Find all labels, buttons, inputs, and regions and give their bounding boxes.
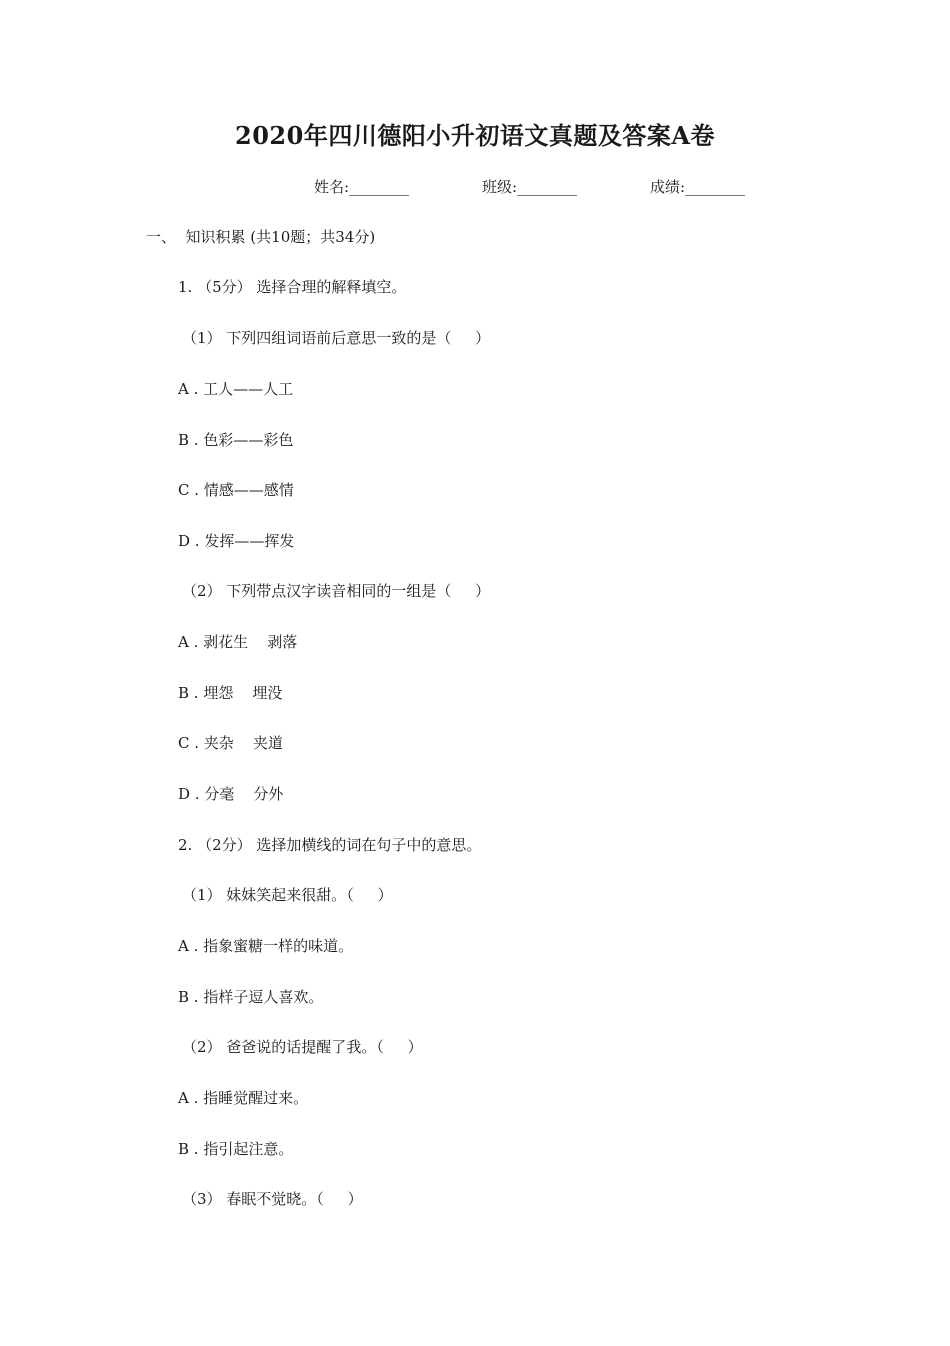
option-c: C . 情感——感情 xyxy=(178,481,294,499)
option-a: A . 指象蜜糖一样的味道。 xyxy=(178,937,354,955)
option-d: D . 分毫 分外 xyxy=(178,785,284,803)
option-b: B . 埋怨 埋没 xyxy=(178,684,283,702)
option-d: D . 发挥——挥发 xyxy=(178,532,295,550)
question-2-part-3: （3） 春眠不觉晓。（ ） xyxy=(182,1190,363,1208)
option-a: A . 工人——人工 xyxy=(178,380,294,398)
question-1: 1. （5分） 选择合理的解释填空。 xyxy=(178,278,407,296)
option-a: A . 剥花生 剥落 xyxy=(178,633,298,651)
question-1-part-2: （2） 下列带点汉字读音相同的一组是（ ） xyxy=(182,582,491,600)
name-field-label: 姓名:________ xyxy=(314,178,410,196)
option-c: C . 夹杂 夹道 xyxy=(178,734,283,752)
section-heading: 一、 知识积累 (共10题；共34分) xyxy=(146,228,376,246)
option-b: B . 指样子逗人喜欢。 xyxy=(178,988,324,1006)
score-field-label: 成绩:________ xyxy=(650,178,746,196)
question-1-part-1: （1） 下列四组词语前后意思一致的是（ ） xyxy=(182,329,491,347)
option-b: B . 色彩——彩色 xyxy=(178,431,294,449)
document-title: 2020年四川德阳小升初语文真题及答案A卷 xyxy=(235,121,715,150)
question-2-part-2: （2） 爸爸说的话提醒了我。（ ） xyxy=(182,1038,423,1056)
option-a: A . 指睡觉醒过来。 xyxy=(178,1089,309,1107)
class-field-label: 班级:________ xyxy=(482,178,578,196)
question-2: 2. （2分） 选择加横线的词在句子中的意思。 xyxy=(178,836,482,854)
question-2-part-1: （1） 妹妹笑起来很甜。（ ） xyxy=(182,886,393,904)
option-b: B . 指引起注意。 xyxy=(178,1140,294,1158)
